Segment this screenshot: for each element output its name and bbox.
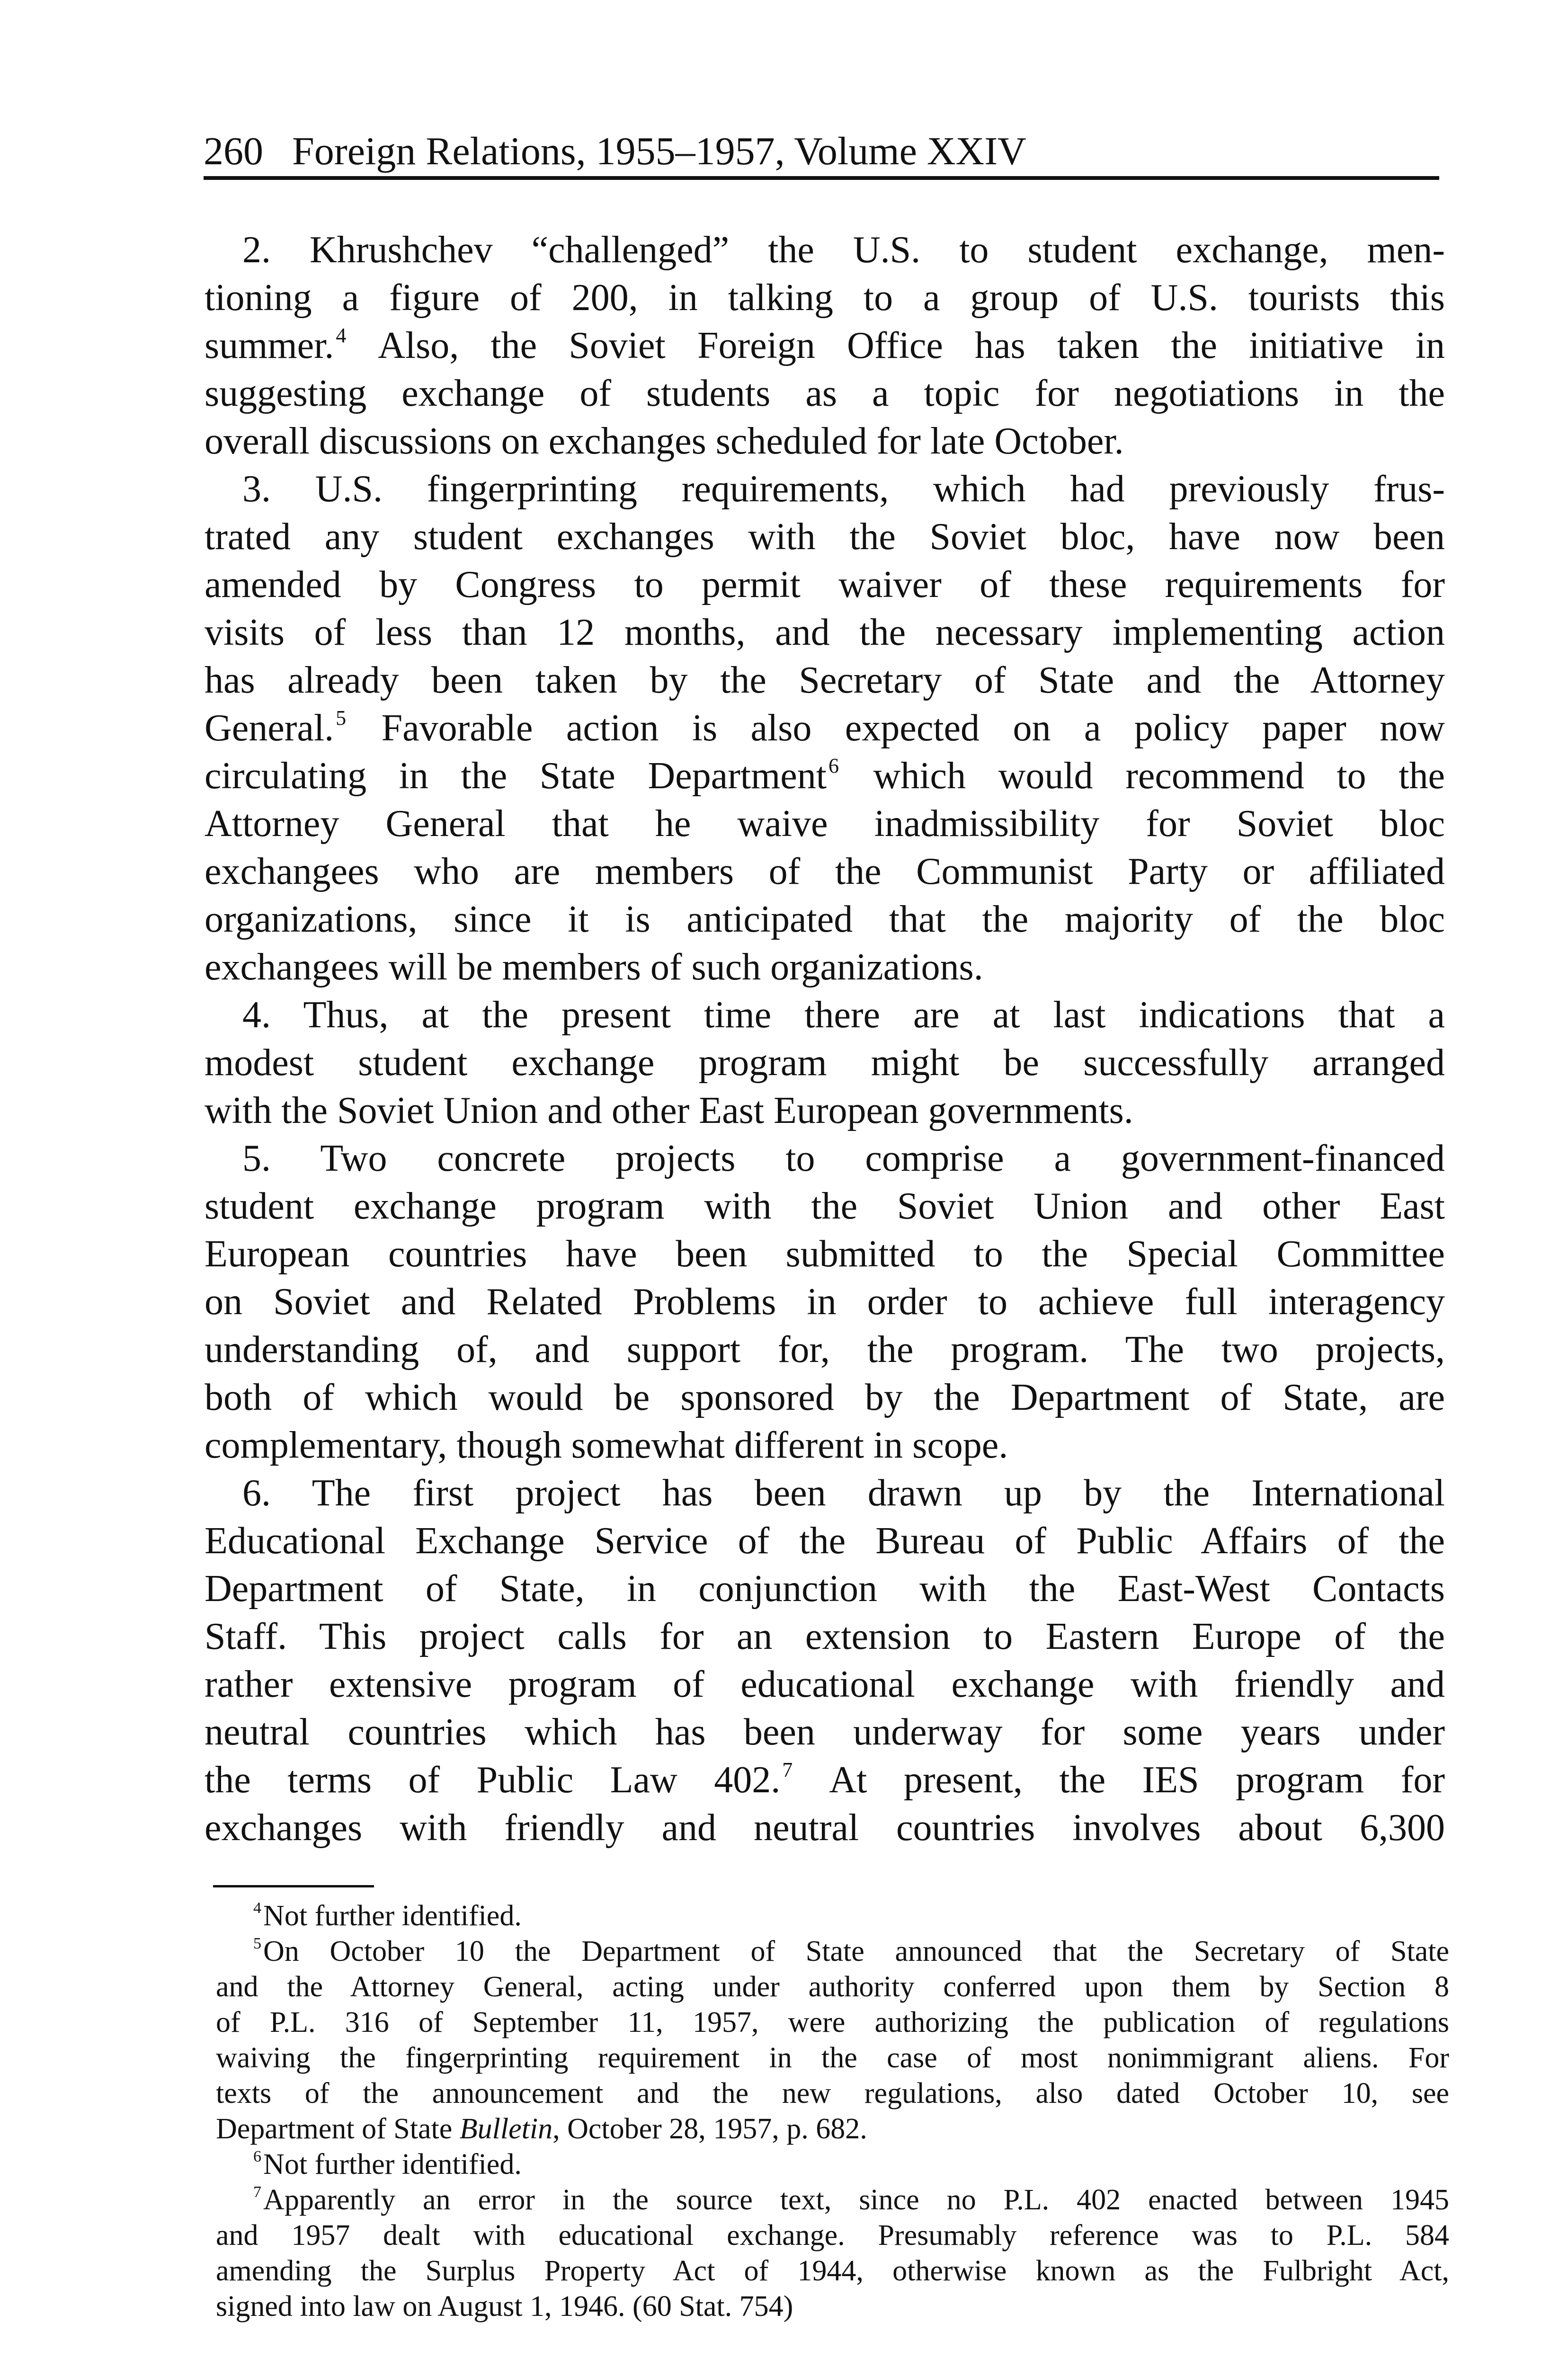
footnote-marker: 4 (336, 324, 347, 347)
footnote-marker: 7 (253, 2183, 262, 2201)
running-title: Foreign Relations, 1955–1957, Volume XXIV (292, 129, 1026, 173)
text-line (205, 322, 1445, 370)
text-run: rather extensive program of educational exchange with friendly and (205, 1664, 1445, 1705)
text-run: student exchange program with the Soviet Union and other East (205, 1185, 1445, 1227)
text-line (205, 274, 1445, 322)
text-run: Educational Exchange Service of the Bureau of Public Affairs of the (205, 1520, 1445, 1562)
paragraph (205, 465, 1445, 991)
text-line (216, 2040, 1449, 2076)
text-run: 4. Thus, at the present time there are at last indications that a (242, 994, 1445, 1036)
text-run: neutral countries which has been underway for some years under (205, 1711, 1445, 1753)
footnote-marker: 4 (253, 1899, 262, 1917)
text-line (205, 226, 1445, 274)
text-run: Favorable action is also expected on a policy paper now (348, 707, 1445, 749)
text-line (205, 752, 1445, 800)
text-run: of P.L. 316 of September 11, 1957, were authorizing the publication of regulations (216, 2006, 1449, 2038)
paragraph (205, 1469, 1445, 1852)
text-line (216, 2182, 1449, 2218)
text-run: suggesting exchange of students as a topic for negotiations in the (205, 373, 1445, 414)
text-run: circulating in the State Department (205, 755, 827, 797)
text-line (205, 561, 1445, 609)
text-line (205, 1565, 1445, 1613)
text-run: summer. (205, 325, 334, 366)
text-line (205, 1422, 1445, 1469)
text-run: understanding of, and support for, the program. The two projects, (205, 1329, 1445, 1370)
text-line (205, 609, 1445, 657)
text-run: texts of the announcement and the new regulations, also dated October 10, see (216, 2077, 1449, 2109)
text-line (216, 2076, 1449, 2111)
text-line (205, 1039, 1445, 1087)
page-number: 260 (204, 129, 263, 173)
text-run: amended by Congress to permit waiver of these requirements for (205, 564, 1445, 605)
text-line (205, 1804, 1445, 1852)
text-line (205, 1613, 1445, 1661)
text-run: exchanges with friendly and neutral countries involves about 6,300 (205, 1807, 1445, 1849)
text-line (216, 2253, 1449, 2289)
text-run: At present, the IES program for (794, 1759, 1445, 1801)
text-line (205, 1469, 1445, 1517)
italic-title: Bulletin (459, 2113, 553, 2145)
text-run: which would recommend to the (840, 755, 1445, 797)
text-run: Not further identified. (263, 1900, 522, 1932)
text-line (205, 896, 1445, 943)
text-line (205, 1661, 1445, 1709)
text-run: 6. The first project has been drawn up by the International (242, 1472, 1445, 1514)
text-line (205, 465, 1445, 513)
text-line (205, 991, 1445, 1039)
text-run: 5. Two concrete projects to comprise a government-financed (242, 1138, 1445, 1179)
text-run: , October 28, 1957, p. 682. (552, 2113, 867, 2145)
paragraph (205, 226, 1445, 465)
text-line (205, 1374, 1445, 1422)
text-run: Staff. This project calls for an extension to Eastern Europe of the (205, 1616, 1445, 1657)
text-line (205, 1278, 1445, 1326)
footnote-marker: 7 (782, 1758, 793, 1781)
text-run: organizations, since it is anticipated that the majority of the bloc (205, 899, 1445, 940)
text-run: Apparently an error in the source text, since no P.L. 402 enacted between 1945 (263, 2184, 1449, 2216)
text-run: and the Attorney General, acting under authority conferred upon them by Section 8 (216, 1971, 1449, 2003)
footnote-rule (213, 1885, 374, 1887)
text-run: has already been taken by the Secretary of State and the Attorney (205, 659, 1445, 701)
text-line (216, 2005, 1449, 2040)
text-run: Department of State (216, 2113, 460, 2145)
text-run: amending the Surplus Property Act of 1944, otherwise known as the Fulbright Act, (216, 2255, 1449, 2287)
text-line (205, 1087, 1445, 1135)
header-rule (204, 176, 1439, 180)
text-line (216, 2289, 1449, 2324)
text-run: on Soviet and Related Problems in order to achieve full interagency (205, 1281, 1445, 1323)
text-line (205, 1517, 1445, 1565)
footnote-marker: 5 (253, 1935, 262, 1953)
text-line (205, 1135, 1445, 1183)
text-run: both of which would be sponsored by the Department of State, are (205, 1377, 1445, 1418)
text-run: tioning a figure of 200, in talking to a group of U.S. tourists this (205, 277, 1445, 319)
footnote-marker: 6 (828, 754, 839, 777)
footnotes (216, 1898, 1449, 2324)
text-run: Not further identified. (263, 2148, 522, 2180)
text-line (205, 657, 1445, 704)
text-line (205, 1183, 1445, 1230)
text-run: On October 10 the Department of State announced that the Secretary of State (263, 1935, 1449, 1967)
text-line (205, 513, 1445, 561)
text-line (216, 2218, 1449, 2253)
text-line (205, 1709, 1445, 1756)
text-run: exchangees will be members of such organizations. (205, 946, 983, 988)
body-text (205, 226, 1445, 1852)
text-line (205, 418, 1445, 465)
text-line (205, 848, 1445, 896)
text-run: General. (205, 707, 334, 749)
text-run: 3. U.S. fingerprinting requirements, which had previously frus- (242, 468, 1445, 510)
text-run: the terms of Public Law 402. (205, 1759, 781, 1801)
text-line (205, 704, 1445, 752)
paragraph (205, 991, 1445, 1135)
text-line (216, 2147, 1449, 2182)
text-run: exchangees who are members of the Communist Party or affiliated (205, 851, 1445, 892)
text-line (216, 1898, 1449, 1934)
text-line (205, 1326, 1445, 1374)
text-run: and 1957 dealt with educational exchange. Presumably reference was to P.L. 584 (216, 2219, 1449, 2251)
footnote-marker: 6 (253, 2148, 262, 2166)
text-run: Also, the Soviet Foreign Office has taken the initiative in (348, 325, 1445, 366)
text-run: overall discussions on exchanges scheduled for late October. (205, 420, 1124, 462)
text-line (216, 2111, 1449, 2147)
text-run: signed into law on August 1, 1946. (60 Stat. 754) (216, 2290, 793, 2323)
text-line (205, 370, 1445, 418)
footnote (216, 1898, 1449, 1934)
text-run: 2. Khrushchev “challenged” the U.S. to student exchange, men- (242, 229, 1445, 271)
text-run: with the Soviet Union and other East European governments. (205, 1090, 1133, 1131)
running-header (204, 128, 1439, 180)
text-line (205, 800, 1445, 848)
text-run: complementary, though somewhat different in scope. (205, 1424, 1008, 1466)
text-run: Attorney General that he waive inadmissibility for Soviet bloc (205, 803, 1445, 845)
text-line (216, 1934, 1449, 1969)
text-line (216, 1969, 1449, 2005)
text-run: trated any student exchanges with the Soviet bloc, have now been (205, 516, 1445, 558)
text-run: Department of State, in conjunction with the East-West Contacts (205, 1568, 1445, 1610)
text-line (205, 1230, 1445, 1278)
text-run: visits of less than 12 months, and the necessary implementing action (205, 612, 1445, 653)
text-line (205, 943, 1445, 991)
footnote (216, 2147, 1449, 2182)
text-line (205, 1756, 1445, 1804)
footnote (216, 1934, 1449, 2147)
text-run: waiving the fingerprinting requirement in the case of most nonimmigrant aliens. For (216, 2042, 1449, 2074)
paragraph (205, 1135, 1445, 1469)
text-run: modest student exchange program might be successfully arranged (205, 1042, 1445, 1084)
footnote (216, 2182, 1449, 2324)
text-run: European countries have been submitted to the Special Committee (205, 1233, 1445, 1275)
footnote-marker: 5 (336, 706, 347, 730)
